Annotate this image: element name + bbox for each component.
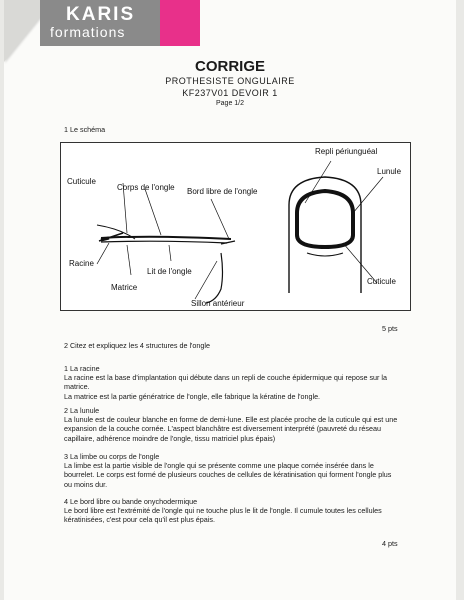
matrix-mark (101, 238, 109, 240)
finger-tip-outline (206, 253, 223, 303)
page-number: Page 1/2 (215, 100, 245, 107)
label-cuticule-left: Cuticule (67, 177, 96, 186)
item-line: La limbe est la partie visible de l'ongle qui se présente comme une plaque cornée insérée dans le (64, 461, 374, 471)
label-cuticule-right: Cuticule (367, 277, 396, 286)
finger-outline (289, 177, 361, 293)
nail-plate-line (101, 237, 231, 239)
leader-bord (211, 199, 229, 239)
item-bord-libre (64, 497, 416, 525)
item-line: ou moins dur. (64, 479, 108, 489)
item-line: Le bord libre est l'extrémité de l'ongle qui ne touche plus le lit de l'ongle. Il cumule toutes les cellules (64, 506, 382, 516)
item-line: capillaire, adhérence moindre de l'ongle, tissu matriciel plus épais) (64, 433, 276, 443)
section1-heading: 1 Le schéma (64, 125, 106, 134)
item-racine (64, 364, 416, 401)
logo-text-bottom: formations (50, 24, 126, 40)
item-line: La lunule est de couleur blanche en forme de demi-lune. Elle est placée proche de la cuticule qui est une (64, 415, 398, 425)
nail-bed-line (101, 241, 227, 243)
item-line: La matrice est la partie génératrice de l'ongle, elle fabrique la kératine de l'ongle. (64, 391, 321, 401)
nail-front-outline (297, 191, 353, 247)
label-bord-libre: Bord libre de l'ongle (187, 187, 258, 196)
label-corps-ongle: Corps de l'ongle (117, 183, 175, 192)
label-repli: Repli périunguéal (315, 147, 378, 156)
nail-diagram (60, 142, 411, 311)
document-page (4, 0, 456, 600)
knuckle-line (307, 253, 343, 256)
item-limbe (64, 452, 416, 489)
document-subtitle: PROTHESISTE ONGULAIRE (165, 76, 295, 86)
leader-corps (145, 189, 161, 235)
item-title: 1 La racine (64, 364, 100, 373)
leader-lunule (353, 177, 383, 213)
item-line: bourrelet. Le corps est formé de plusieurs couches de cellules de kératinisation qui forment l'ongle plus (64, 470, 392, 480)
logo-text-top: KARIS (66, 4, 136, 25)
document-code: KF237V01 DEVOIR 1 (182, 88, 278, 98)
leader-repli (305, 161, 331, 203)
item-line: matrice. (64, 382, 90, 392)
leader-lit (169, 245, 171, 261)
item-title: 4 Le bord libre ou bande onychodermique (64, 497, 198, 506)
label-racine: Racine (69, 259, 94, 268)
item-line: kératinisées, c'est pour cela qu'il est plus épais. (64, 515, 215, 525)
item-line: expansion de la couche cornée. L'aspect blanchâtre est diversement interprété (pauvreté du réseau (64, 424, 382, 434)
label-lit-ongle: Lit de l'ongle (147, 267, 192, 276)
leader-racine (97, 243, 109, 264)
section1-points: 5 pts (382, 324, 398, 333)
item-lunule (64, 406, 416, 443)
section2-points: 4 pts (382, 539, 398, 548)
leader-sillon (195, 261, 217, 299)
logo-accent (160, 0, 200, 46)
item-title: 2 La lunule (64, 406, 100, 415)
leader-matrice (127, 245, 131, 275)
item-line: La racine est la base d'implantation qui débute dans un repli de couche épidermique qui repose sur la (64, 373, 388, 383)
section2-heading: 2 Citez et expliquez les 4 structures de l'ongle (64, 341, 210, 350)
label-matrice: Matrice (111, 283, 138, 292)
label-sillon: Sillon antérieur (191, 299, 245, 308)
item-title: 3 La limbe ou corps de l'ongle (64, 452, 160, 461)
document-title: CORRIGE (194, 58, 265, 75)
label-lunule: Lunule (377, 167, 402, 176)
